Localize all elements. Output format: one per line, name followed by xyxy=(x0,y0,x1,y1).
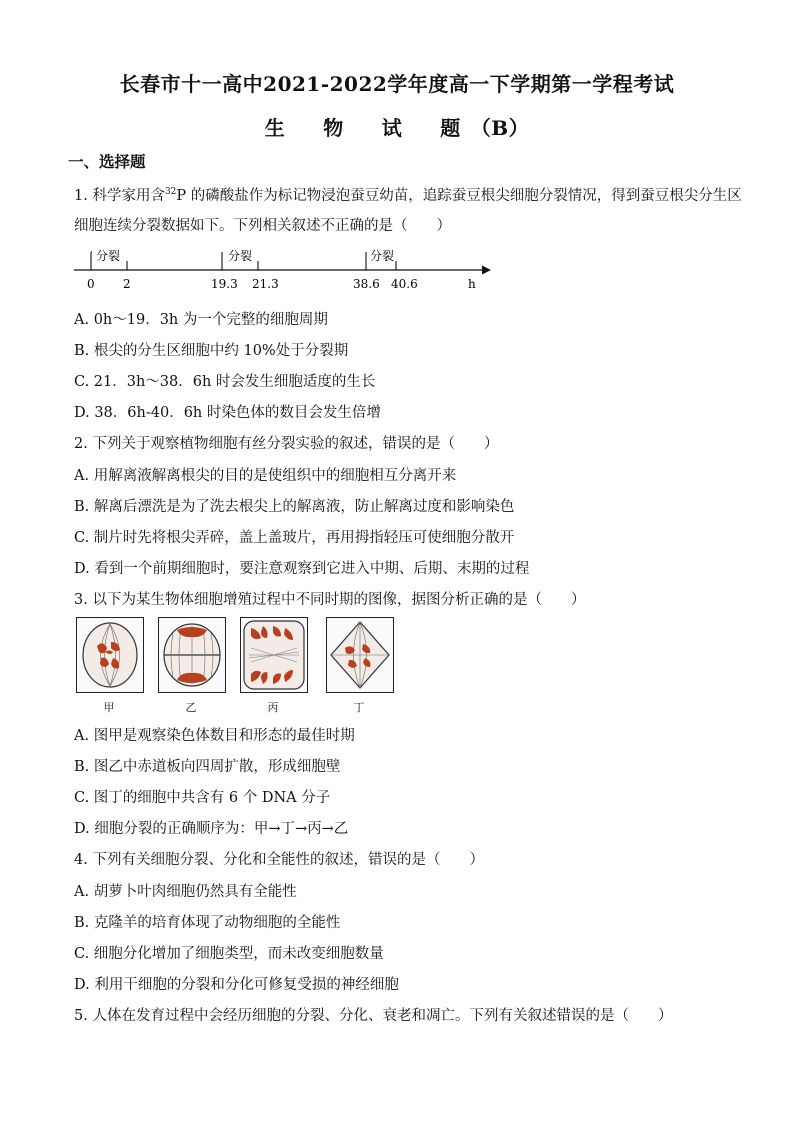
segment-label-2: 分裂 xyxy=(228,249,253,263)
q3-option-b: B. 图乙中赤道板向四周扩散，形成细胞壁 xyxy=(74,759,341,775)
q2-option-a: A. 用解离液解离根尖的目的是使组织中的细胞相互分离开来 xyxy=(74,468,457,484)
q3-option-a: A. 图甲是观察染色体数目和形态的最佳时期 xyxy=(74,728,355,744)
q2-option-d: D. 看到一个前期细胞时，要注意观察到它进入中期、后期、末期的过程 xyxy=(74,561,530,577)
q4-option-b: B. 克隆羊的培育体现了动物细胞的全能性 xyxy=(74,915,341,931)
figure-label-jia: 甲 xyxy=(103,701,115,714)
segment-label-3: 分裂 xyxy=(370,249,395,263)
tick-label: 2 xyxy=(123,277,131,291)
segment-1-left xyxy=(91,252,92,270)
subtitle-char: （B） xyxy=(470,116,530,140)
q2-option-c: C. 制片时先将根尖弄碎，盖上盖玻片，再用拇指轻压可使细胞分散开 xyxy=(74,530,515,546)
subtitle-char: 题 xyxy=(440,116,461,140)
tick-label: 19.3 xyxy=(211,277,238,291)
subtitle-char: 试 xyxy=(381,116,403,140)
question-5-stem: 5. 人体在发育过程中会经历细胞的分裂、分化、衰老和凋亡。下列有关叙述错误的是（ ） xyxy=(74,1008,673,1024)
isotope-superscript: 32 xyxy=(164,187,177,197)
stem-part: P 的磷酸盐作为标记物浸泡蚕豆幼苗，追踪蚕豆根尖细胞分裂情况，得到蚕豆根尖分生区 xyxy=(176,188,742,204)
tick-label: 40.6 xyxy=(391,277,418,291)
q4-option-d: D. 利用干细胞的分裂和分化可修复受损的神经细胞 xyxy=(74,977,399,993)
section-heading: 一、选择题 xyxy=(68,152,146,171)
q3-option-c: C. 图丁的细胞中共含有 6 个 DNA 分子 xyxy=(74,790,331,806)
cell-image-ding xyxy=(326,617,394,693)
tick-label: 38.6 xyxy=(353,277,380,291)
timeline-arrow-icon xyxy=(482,266,491,275)
figure-label-yi: 乙 xyxy=(185,701,197,714)
cell-cycle-timeline xyxy=(70,243,500,295)
q1-option-c: C. 21．3h～38．6h 时会发生细胞适度的生长 xyxy=(74,374,376,390)
question-3-stem: 3. 以下为某生物体细胞增殖过程中不同时期的图像，据图分析正确的是（ ） xyxy=(74,592,586,608)
q4-option-c: C. 细胞分化增加了细胞类型，而未改变细胞数量 xyxy=(74,946,384,962)
timeline-unit: h xyxy=(468,277,476,291)
cell-image-bing xyxy=(240,617,308,693)
question-2-stem: 2. 下列关于观察植物细胞有丝分裂实验的叙述，错误的是（ ） xyxy=(74,436,499,452)
subtitle-char: 生 xyxy=(264,116,286,140)
cell-image-jia xyxy=(76,617,144,693)
subtitle-char: 物 xyxy=(323,116,344,140)
figure-label-ding: 丁 xyxy=(353,701,365,714)
stem-part: 1. 科学家用含 xyxy=(74,188,165,204)
cell-image-yi xyxy=(158,617,226,693)
segment-label-1: 分裂 xyxy=(96,249,121,263)
exam-title: 长春市十一高中2021-2022学年度高一下学期第一学程考试 xyxy=(119,72,675,96)
q1-option-a: A. 0h～19．3h 为一个完整的细胞周期 xyxy=(74,312,328,328)
exam-subtitle xyxy=(0,112,794,141)
question-1-stem-line2: 细胞连续分裂数据如下。下列相关叙述不正确的是（ ） xyxy=(74,218,451,234)
question-4-stem: 4. 下列有关细胞分裂、分化和全能性的叙述，错误的是（ ） xyxy=(74,852,484,868)
q1-option-d: D. 38．6h-40．6h 时染色体的数目会发生倍增 xyxy=(74,405,381,421)
figure-label-bing: 丙 xyxy=(267,701,279,714)
q1-option-b: B. 根尖的分生区细胞中约 10%处于分裂期 xyxy=(74,343,349,359)
question-1-stem xyxy=(74,184,742,205)
q4-option-a: A. 胡萝卜叶肉细胞仍然具有全能性 xyxy=(74,884,297,900)
q3-option-d: D. 细胞分裂的正确顺序为：甲→丁→丙→乙 xyxy=(74,821,349,837)
tick-label: 21.3 xyxy=(252,277,279,291)
tick-label: 0 xyxy=(87,277,95,291)
q2-option-b: B. 解离后漂洗是为了洗去根尖上的解离液，防止解离过度和影响染色 xyxy=(74,499,515,515)
